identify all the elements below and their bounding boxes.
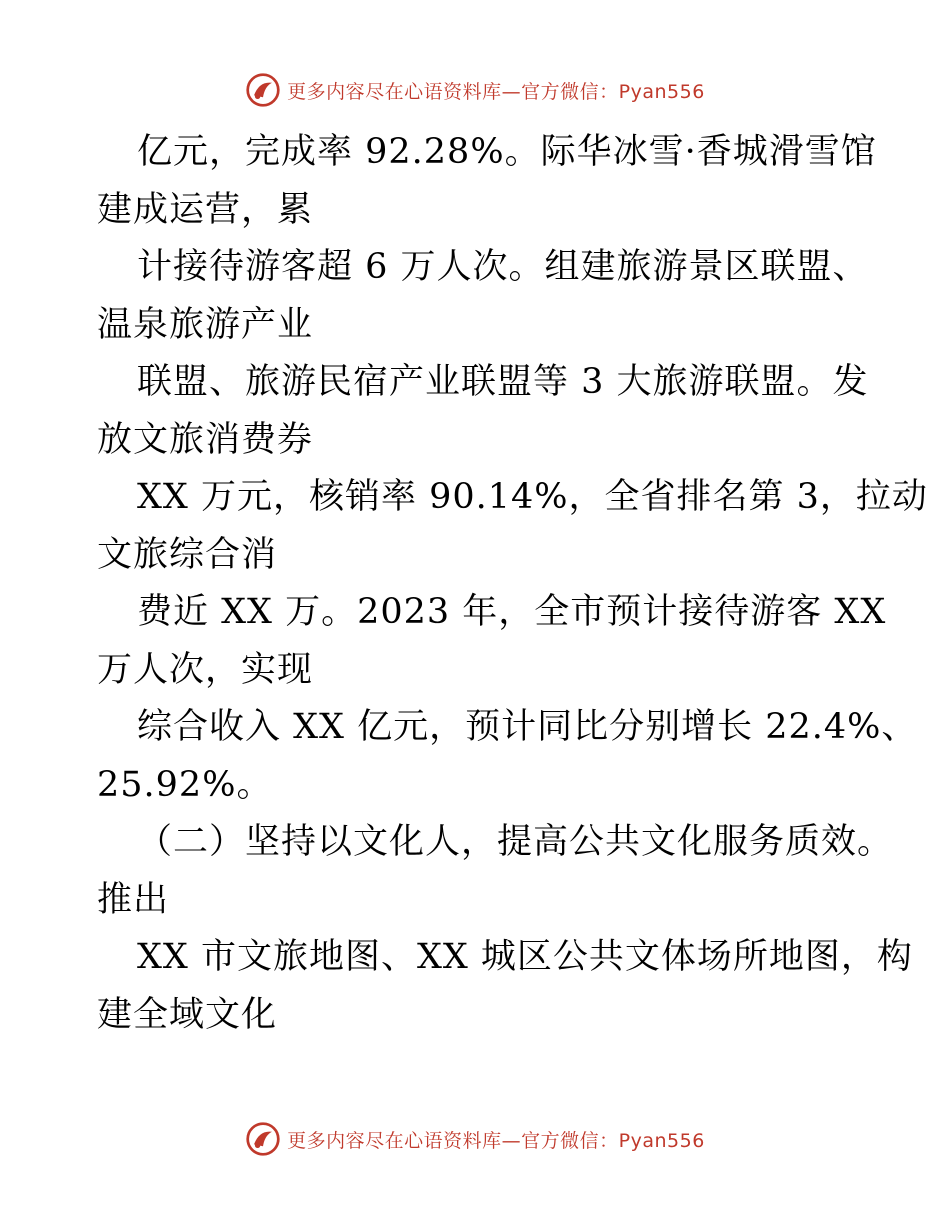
document-body: [97, 124, 928, 1044]
body-line: 文旅综合消: [97, 534, 278, 575]
footer-banner: [0, 1119, 950, 1159]
body-line: 温泉旅游产业: [97, 304, 314, 345]
body-line: （二）坚持以文化人，提高公共文化服务质效。: [137, 822, 894, 862]
body-line: XX 市文旅地图、XX 城区公共文体场所地图，构: [137, 937, 913, 977]
body-line: 25.92%。: [97, 764, 273, 805]
body-line: 推出: [97, 879, 170, 920]
body-line: 建全域文化: [97, 994, 278, 1035]
body-line: 计接待游客超 6 万人次。组建旅游景区联盟、: [137, 247, 869, 287]
body-line: XX 万元，核销率 90.14%，全省排名第 3，拉动: [137, 477, 928, 517]
body-line: 放文旅消费券: [97, 419, 314, 460]
footer-banner-text: 更多内容尽在心语资料库—官方微信：Pyan556: [287, 1129, 705, 1152]
body-line: 亿元，完成率 92.28%。际华冰雪·香城滑雪馆: [137, 132, 877, 172]
header-banner: [0, 70, 950, 110]
body-line: 建成运营，累: [97, 189, 314, 230]
library-logo-icon: [245, 72, 281, 108]
header-banner-text: 更多内容尽在心语资料库—官方微信：Pyan556: [287, 80, 705, 103]
library-logo-icon: [245, 1121, 281, 1157]
body-line: 联盟、旅游民宿产业联盟等 3 大旅游联盟。发: [137, 362, 869, 402]
body-line: 万人次，实现: [97, 649, 314, 690]
body-line: 费近 XX 万。2023 年，全市预计接待游客 XX: [137, 592, 887, 632]
body-line: 综合收入 XX 亿元，预计同比分别增长 22.4%、: [137, 707, 918, 747]
